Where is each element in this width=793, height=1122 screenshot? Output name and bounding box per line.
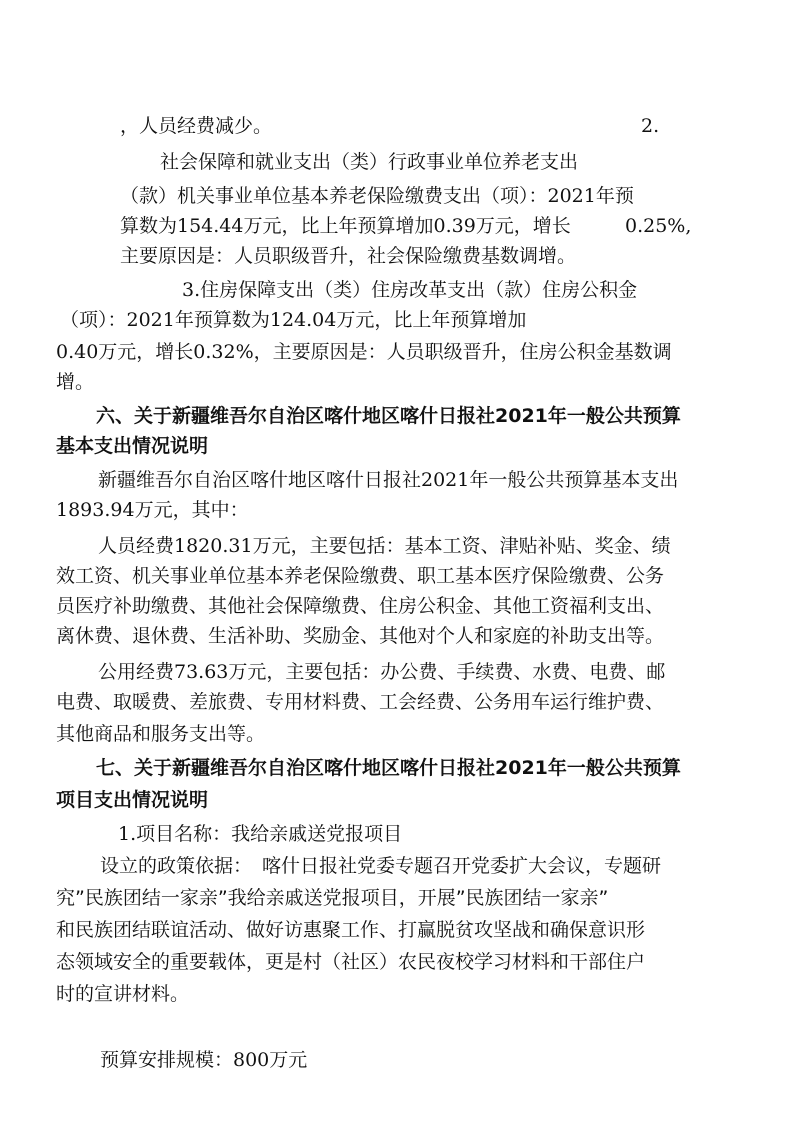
paragraph-line: 电费、取暖费、差旅费、专用材料费、工会经费、公务用车运行维护费、 <box>56 691 665 713</box>
paragraph-line: 效工资、机关事业单位基本养老保险缴费、职工基本医疗保险缴费、公务 <box>56 565 665 587</box>
paragraph-line: 究”民族团结一家亲”我给亲戚送党报项目，开展”民族团结一家亲” <box>56 887 609 909</box>
paragraph-line: （款）机关事业单位基本养老保险缴费支出（项）：2021年预 <box>120 185 634 207</box>
paragraph-line: 3.住房保障支出（类）住房改革支出（款）住房公积金 <box>182 279 638 301</box>
paragraph-line: 0.40万元，增长0.32%，主要原因是：人员职级晋升，住房公积金基数调 <box>56 341 672 363</box>
budget-scale: 预算安排规模：800万元 <box>100 1049 308 1071</box>
section-heading: 基本支出情况说明 <box>56 435 209 457</box>
growth-rate: 0.25%, <box>625 215 692 237</box>
paragraph-line: 时的宣讲材料。 <box>56 983 190 1005</box>
project-name: 1.项目名称：我给亲戚送党报项目 <box>118 823 403 845</box>
paragraph-line: 员医疗补助缴费、其他社会保障缴费、住房公积金、其他工资福利支出、 <box>56 595 665 617</box>
paragraph-line: 离休费、退休费、生活补助、奖励金、其他对个人和家庭的补助支出等。 <box>56 625 665 647</box>
paragraph-line: （项）：2021年预算数为124.04万元，比上年预算增加 <box>60 309 527 331</box>
paragraph-line: 新疆维吾尔自治区喀什地区喀什日报社2021年一般公共预算基本支出 <box>98 469 679 491</box>
paragraph-line: 社会保障和就业支出（类）行政事业单位养老支出 <box>160 151 579 173</box>
paragraph-line: 增。 <box>56 371 95 393</box>
section-heading: 项目支出情况说明 <box>56 789 209 811</box>
paragraph-line: 1893.94万元，其中： <box>56 499 249 521</box>
item-number: 2. <box>641 115 660 137</box>
paragraph-line: 公用经费73.63万元，主要包括：办公费、手续费、水费、电费、邮 <box>98 661 666 683</box>
paragraph-line: ，人员经费减少。 <box>120 115 273 137</box>
policy-label: 设立的政策依据： <box>100 855 253 877</box>
paragraph-line: 态领域安全的重要载体，更是村（社区）农民夜校学习材料和干部住户 <box>56 951 646 973</box>
section-heading: 七、关于新疆维吾尔自治区喀什地区喀什日报社2021年一般公共预算 <box>96 757 681 779</box>
paragraph-line: 主要原因是：人员职级晋升，社会保险缴费基数调增。 <box>120 245 577 267</box>
paragraph-line: 和民族团结联谊活动、做好访惠聚工作、打赢脱贫攻坚战和确保意识形 <box>56 919 646 941</box>
paragraph-line: 喀什日报社党委专题召开党委扩大会议，专题研 <box>262 855 662 877</box>
paragraph-line: 人员经费1820.31万元，主要包括：基本工资、津贴补贴、奖金、绩 <box>98 535 671 557</box>
paragraph-line: 算数为154.44万元，比上年预算增加0.39万元，增长 <box>120 215 571 237</box>
section-heading: 六、关于新疆维吾尔自治区喀什地区喀什日报社2021年一般公共预算 <box>96 405 681 427</box>
paragraph-line: 其他商品和服务支出等。 <box>56 723 266 745</box>
